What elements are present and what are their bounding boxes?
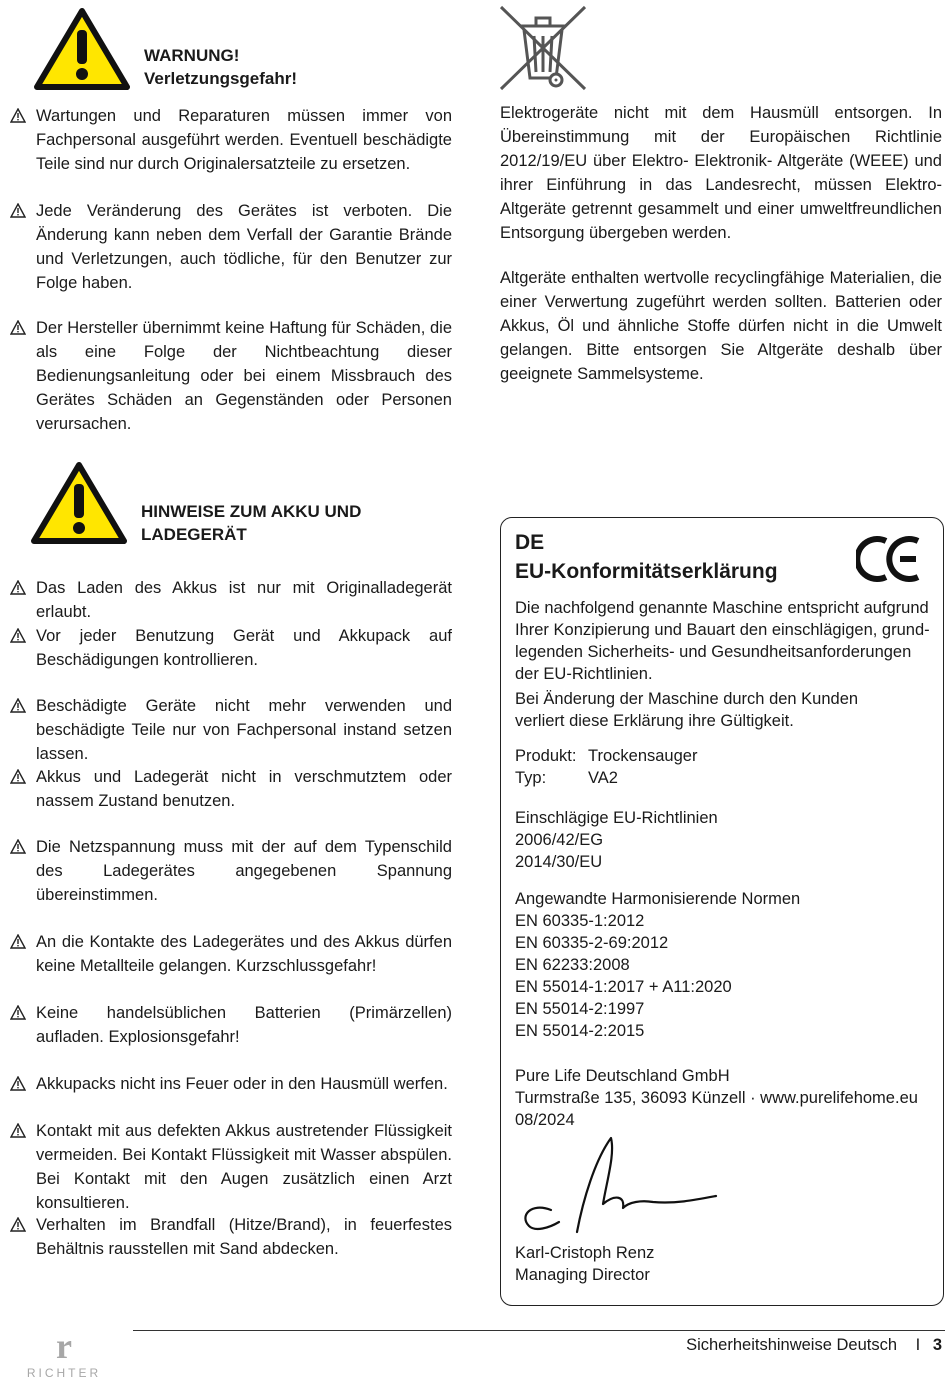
battery-item: Das Laden des Akkus ist nur mit Originalladegerät erlaubt. xyxy=(10,576,452,624)
product-row: Produkt: Trockensauger xyxy=(515,747,698,765)
conformity-declaration-box xyxy=(500,517,944,1306)
signature-image xyxy=(511,1130,721,1240)
footer-section: Sicherheitshinweise Deutsch xyxy=(686,1336,898,1354)
richter-logo xyxy=(20,1328,108,1380)
warning-small-icon xyxy=(10,580,26,595)
directives-block: Einschlägige EU-Richtlinien 2006/42/EG 2014/30/EU xyxy=(515,809,718,871)
battery-item: Kontakt mit aus defekten Akkus austretender Flüssigkeit vermeiden. Bei Kontakt Flüssigkeit mit Wasser abspülen. Bei Kontakt mit den Augen zusätzlich einen Arzt konsultieren. xyxy=(10,1119,452,1215)
warning-small-icon xyxy=(10,108,26,123)
logo-mark: r xyxy=(56,1326,72,1366)
battery-notes-title: HINWEISE ZUM AKKU UND LADEGERÄT xyxy=(141,502,362,544)
warning-small-icon xyxy=(10,628,26,643)
battery-item: Akkus und Ladegerät nicht in verschmutztem oder nassem Zustand benutzen. xyxy=(10,765,452,813)
warning-small-icon xyxy=(10,1123,26,1138)
warning-small-icon xyxy=(10,320,26,335)
warning-item: Der Hersteller übernimmt keine Haftung für Schäden, die als eine Folge der Nichtbeachtung dieser Bedienungsanleitung oder bei einem Missbrauch des Gerätes Schäden an Gegenständen oder Personen verursachen. xyxy=(10,316,452,436)
battery-item: An die Kontakte des Ladegerätes und des Akkus dürfen keine Metallteile gelangen. Kurzschlussgefahr! xyxy=(10,930,452,978)
warning-small-icon xyxy=(10,1076,26,1091)
warning-small-icon xyxy=(10,839,26,854)
battery-item: Keine handelsüblichen Batterien (Primärzellen) aufladen. Explosionsgefahr! xyxy=(10,1001,452,1049)
battery-item: Akkupacks nicht ins Feuer oder in den Hausmüll werfen. xyxy=(10,1072,452,1096)
warning-small-icon xyxy=(10,698,26,713)
footer-separator: I xyxy=(915,1336,921,1354)
warning-small-icon xyxy=(10,1005,26,1020)
company-block: Pure Life Deutschland GmbH Turmstraße 135, 36093 Künzell · www.purelifehome.eu 08/2024 xyxy=(515,1067,918,1129)
logo-text: RICHTER xyxy=(26,1366,102,1380)
weee-paragraph: Altgeräte enthalten wertvolle recyclingfähige Materialien, die einer Verwertung zugeführt werden sollten. Batterien oder Akkus, Öl und ähnliche Stoffe dürfen nicht in die Umwelt gelangen. Bitte entsorgen Sie Altgeräte deshalb über geeignete Sammelsysteme. xyxy=(500,269,942,383)
warning-item: Jede Veränderung des Gerätes ist verboten. Die Änderung kann neben dem Verfall der Garantie Brände und Verletzungen, auch tödliche, für den Benutzer zur Folge haben. xyxy=(10,199,452,295)
battery-item: Beschädigte Geräte nicht mehr verwenden und beschädigte Teile nur von Fachpersonal instand setzen lassen. xyxy=(10,694,452,766)
warning-small-icon xyxy=(10,769,26,784)
weee-paragraph: Elektrogeräte nicht mit dem Hausmüll entsorgen. In Übereinstimmung mit der Europäischen Richtlinie 2012/19/EU über Elektro- Elektronik- Altgeräte (WEEE) und ihrer Einführung in das Landesrecht, müssen Elektro-Altgeräte getrennt gesammelt und einer umweltfreundlichen Entsorgung übergeben werden. xyxy=(500,104,942,242)
warning-small-icon xyxy=(10,934,26,949)
warning-item: Wartungen und Reparaturen müssen immer von Fachpersonal ausgeführt werden. Eventuell beschädigte Teile sind nur durch Originalersatzteile zu ersetzen. xyxy=(10,104,452,176)
footer-text xyxy=(686,1334,942,1356)
crossed-out-bin-icon xyxy=(498,4,588,92)
ce-mark-icon xyxy=(856,535,924,583)
declaration-change-note: Bei Änderung der Maschine durch den Kunden verliert diese Erklärung ihre Gültigkeit. xyxy=(515,690,859,730)
warning-triangle-icon xyxy=(34,8,130,90)
battery-item: Verhalten im Brandfall (Hitze/Brand), in feuerfestes Behältnis rausstellen mit Sand abdecken. xyxy=(10,1213,452,1261)
battery-item: Die Netzspannung muss mit der auf dem Typenschild des Ladegerätes angegebenen Spannung übereinstimmen. xyxy=(10,835,452,907)
declaration-title: EU-Konformitätserklärung xyxy=(515,560,778,583)
footer-divider xyxy=(133,1330,945,1331)
declaration-lang: DE xyxy=(515,531,545,554)
signer-block: Karl-Cristoph Renz Managing Director xyxy=(515,1244,655,1284)
warning-triangle-icon xyxy=(31,462,127,544)
warning-small-icon xyxy=(10,203,26,218)
type-row: Typ: VA2 xyxy=(515,769,618,787)
declaration-intro: Die nachfolgend genannte Maschine entspricht aufgrund Ihrer Konzipierung und Bauart den einschlägigen, grund- legenden Sicherheits- und Gesundheitsanforderungen der EU-Richtlinien. xyxy=(515,599,930,683)
warning-title: WARNUNG! Verletzungsgefahr! xyxy=(144,46,298,88)
battery-item: Vor jeder Benutzung Gerät und Akkupack auf Beschädigungen kontrollieren. xyxy=(10,624,452,672)
page-number: 3 xyxy=(932,1336,942,1354)
warning-small-icon xyxy=(10,1217,26,1232)
norms-block: Angewandte Harmonisierende Normen EN 60335-1:2012 EN 60335-2-69:2012 EN 62233:2008 EN 55014-1:2017 + A11:2020 EN 55014-2:1997 EN 55014-2:2015 xyxy=(515,890,801,1040)
